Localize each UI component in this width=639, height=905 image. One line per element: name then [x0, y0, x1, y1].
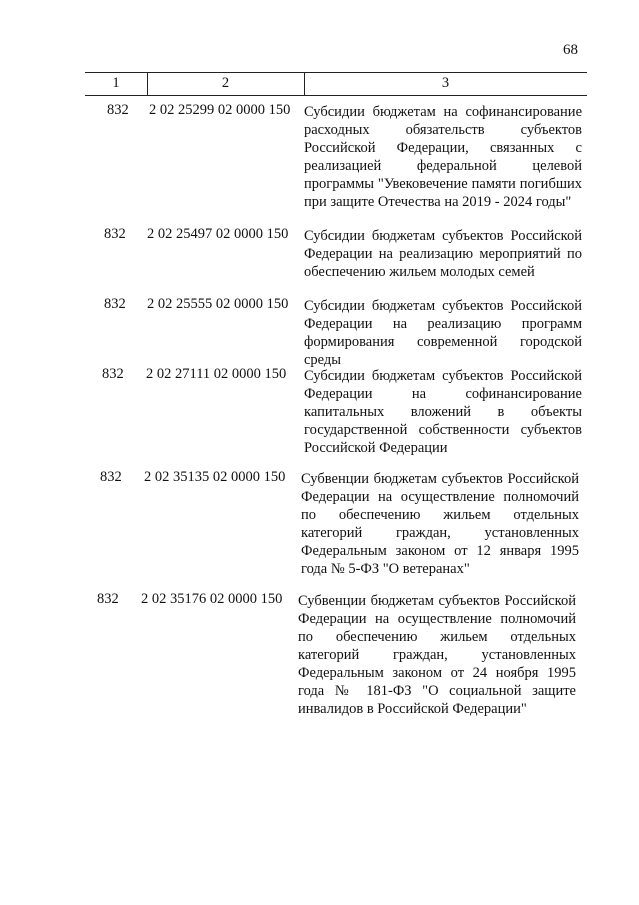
- table-row: [0, 296, 639, 366]
- admin-code: 832: [100, 469, 122, 485]
- budget-code: 2 02 25299 02 0000 150: [149, 102, 291, 118]
- income-name: Субсидии бюджетам на софинансирование расходных обязательств субъектов Российской Федерации, связанных с реализацией федеральной целевой программы "Увековечение памяти погибших при защите Отечества на 2019 - 2024 годы": [304, 104, 582, 210]
- income-name: Субвенции бюджетам субъектов Российской Федерации на осуществление полномочий по обеспечению жильем отдельных категорий граждан, установленных Федеральным законом от 12 января 1995 года № 5-ФЗ "О ветеранах": [301, 471, 579, 577]
- income-name: Субсидии бюджетам субъектов Российской Федерации на софинансирование капитальных вложений в объекты государственной собственности субъектов Российской Федерации: [304, 368, 582, 456]
- header-top-rule: [85, 72, 587, 73]
- budget-code: 2 02 35176 02 0000 150: [141, 591, 283, 607]
- admin-code: 832: [107, 102, 129, 118]
- table-row: [0, 591, 639, 741]
- page-number: 68: [563, 42, 578, 58]
- budget-code: 2 02 27111 02 0000 150: [146, 366, 287, 382]
- table-body: [0, 100, 639, 741]
- admin-code: 832: [104, 296, 126, 312]
- table-row: [0, 226, 639, 296]
- table-row: [0, 469, 639, 591]
- budget-code: 2 02 25497 02 0000 150: [147, 226, 289, 242]
- table-header: [85, 72, 587, 98]
- admin-code: 832: [102, 366, 124, 382]
- budget-code: 2 02 25555 02 0000 150: [147, 296, 289, 312]
- income-name: Субсидии бюджетам субъектов Российской Федерации на реализацию мероприятий по обеспечению жильем молодых семей: [304, 228, 582, 280]
- header-bottom-rule: [85, 95, 587, 96]
- table-row: [0, 366, 639, 469]
- admin-code: 832: [104, 226, 126, 242]
- header-col-3: 3: [441, 75, 450, 91]
- table-row: [0, 100, 639, 226]
- budget-code: 2 02 35135 02 0000 150: [144, 469, 286, 485]
- income-name: Субсидии бюджетам субъектов Российской Федерации на реализацию программ формирования современной городской среды: [304, 298, 582, 368]
- header-col-2: 2: [221, 75, 230, 91]
- admin-code: 832: [97, 591, 119, 607]
- income-name: Субвенции бюджетам субъектов Российской Федерации на осуществление полномочий по обеспечению жильем отдельных категорий граждан, установленных Федеральным законом от 24 ноября 1995 года № 181-ФЗ "О социальной защите инвалидов в Российской Федерации": [298, 593, 576, 717]
- header-col-1: 1: [112, 75, 120, 91]
